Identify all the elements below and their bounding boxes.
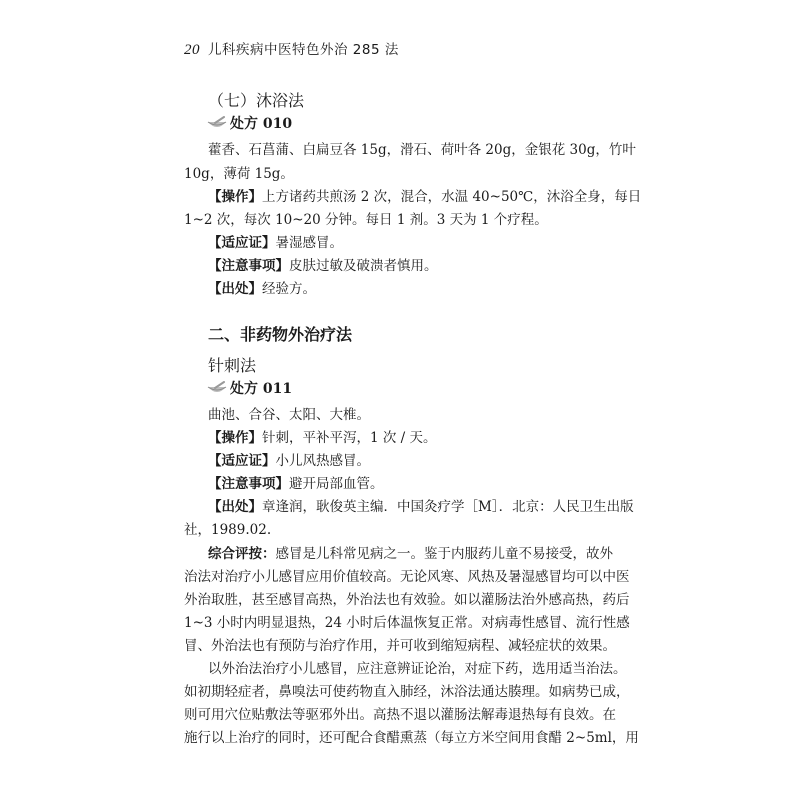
- review-line-4: 1~3 小时内明显退热，24 小时后体温恢复正常。对病毒性感冒、流行性感: [184, 615, 630, 631]
- caution-text: 皮肤过敏及破溃者慎用。: [289, 258, 438, 274]
- operation-line-1: [208, 185, 641, 205]
- ingredients-line-2: 10g，薄荷 15g。: [184, 166, 294, 182]
- prescription-label: 处方 010: [230, 116, 293, 132]
- operation-tag: 【操作】: [208, 430, 262, 446]
- source-tag: 【出处】: [208, 281, 262, 297]
- caution-text: 避开局部血管。: [289, 476, 384, 492]
- acupoints-line: 曲池、合谷、太阳、大椎。: [208, 407, 370, 423]
- indication-tag: 【适应证】: [208, 235, 276, 251]
- review-label: 综合评按：: [208, 546, 276, 562]
- source-line: [208, 277, 316, 297]
- review-text: 感冒是儿科常见病之一。鉴于内服药儿童不易接受，故外: [275, 546, 613, 562]
- source-tag: 【出处】: [208, 499, 262, 515]
- indication-line: [208, 449, 370, 469]
- page-number: 20: [184, 42, 200, 58]
- source-text: 章逢润，耿俊英主编．中国灸疗学［M］．北京：人民卫生出版: [262, 499, 634, 515]
- operation-text: 上方诸药共煎汤 2 次，混合，水温 40~50℃，沐浴全身，每日: [262, 189, 642, 205]
- source-line-1: [208, 495, 634, 515]
- review-line-3: 外治取胜，甚至感冒高热，外治法也有效验。如以灌肠法治外感高热，药后: [184, 592, 630, 608]
- review-line-2: 治法对治疗小儿感冒应用价值较高。无论风寒、风热及暑湿感冒均可以中医: [184, 569, 630, 585]
- section-heading-bath: （七）沐浴法: [208, 91, 305, 110]
- subheading-acupuncture: 针刺法: [208, 356, 257, 375]
- indication-tag: 【适应证】: [208, 453, 276, 469]
- review-p2-line-4: 施行以上治疗的同时，还可配合食醋熏蒸（每立方米空间用食醋 2~5ml，用: [184, 730, 639, 746]
- prescription-label: 处方 011: [230, 381, 293, 397]
- book-title: 儿科疾病中医特色外治 285 法: [208, 42, 399, 58]
- operation-text: 针刺，平补平泻，1 次 / 天。: [262, 430, 437, 446]
- prescription-011: [206, 378, 292, 398]
- review-p2-line-2: 如初期轻症者，鼻嗅法可使药物直入肺经，沐浴法通达腠理。如病势已成，: [184, 684, 630, 700]
- indication-text: 小儿风热感冒。: [275, 453, 370, 469]
- caution-tag: 【注意事项】: [208, 476, 289, 492]
- review-p2-line-1: 以外治法治疗小儿感冒，应注意辨证论治，对症下药，选用适当治法。: [208, 661, 627, 677]
- review-p2-line-3: 则可用穴位贴敷法等驱邪外出。高热不退以灌肠法解毒退热每有良效。在: [184, 707, 616, 723]
- review-line-1: [208, 542, 613, 562]
- operation-line: [208, 426, 437, 446]
- operation-line-2: 1~2 次，每次 10~20 分钟。每日 1 剂。3 天为 1 个疗程。: [184, 212, 548, 228]
- indication-line: [208, 231, 343, 251]
- mortar-icon: [206, 116, 228, 130]
- source-line-2: 社，1989.02.: [184, 522, 272, 538]
- caution-tag: 【注意事项】: [208, 258, 289, 274]
- operation-tag: 【操作】: [208, 189, 262, 205]
- caution-line: [208, 472, 384, 492]
- indication-text: 暑湿感冒。: [275, 235, 343, 251]
- source-text: 经验方。: [262, 281, 316, 297]
- caution-line: [208, 254, 438, 274]
- ingredients-line-1: 藿香、石菖蒲、白扁豆各 15g，滑石、荷叶各 20g，金银花 30g，竹叶: [208, 142, 636, 158]
- review-line-5: 冒、外治法也有预防与治疗作用，并可收到缩短病程、减轻症状的效果。: [184, 638, 616, 654]
- section-heading-nondrug: 二、非药物外治疗法: [208, 325, 353, 344]
- mortar-icon: [206, 381, 228, 395]
- prescription-010: [206, 113, 292, 133]
- running-header: [184, 38, 399, 59]
